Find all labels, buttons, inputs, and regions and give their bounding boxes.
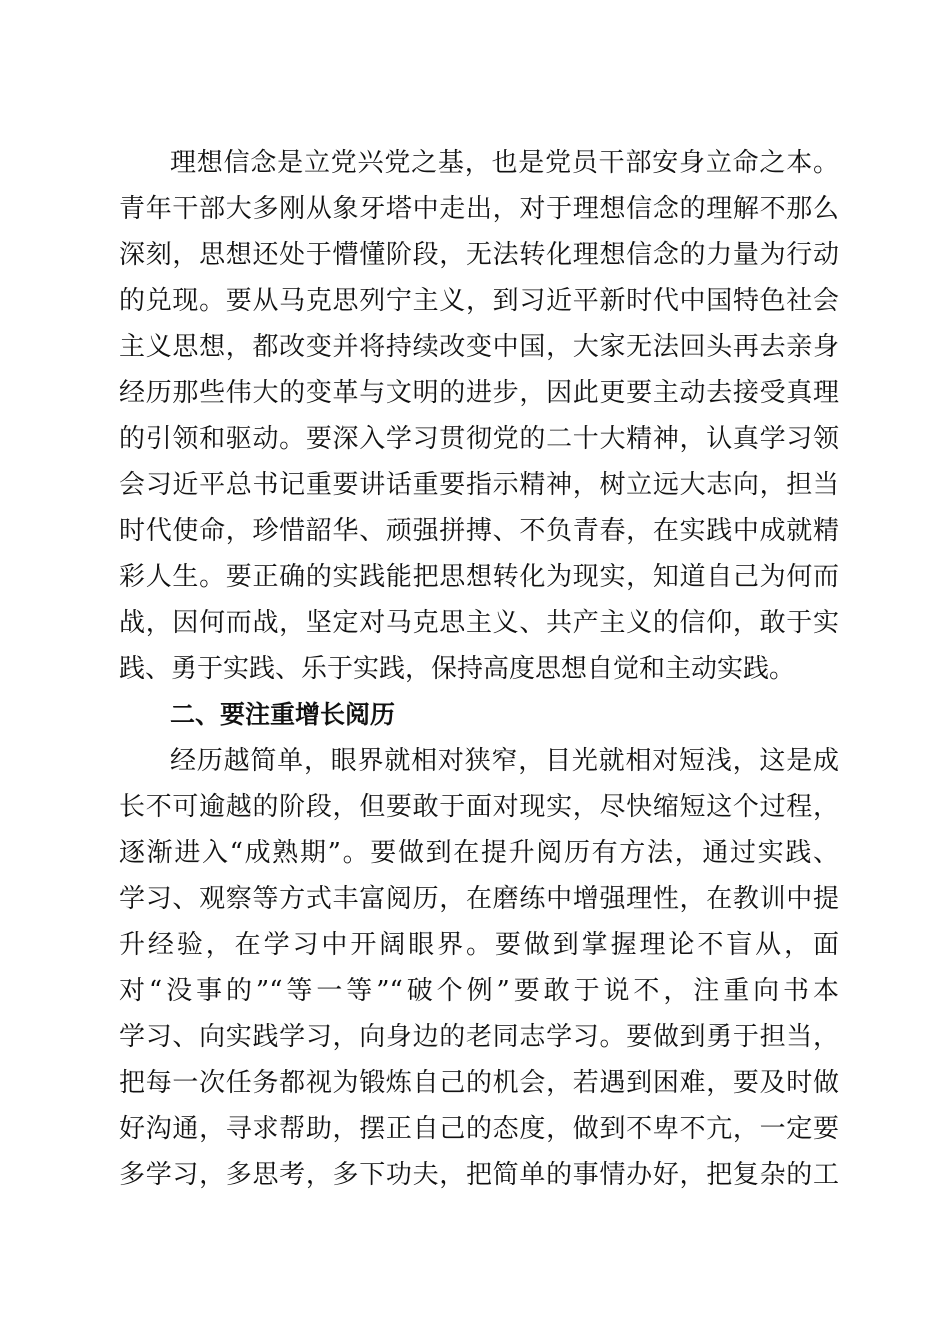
paragraph-line: 深刻，思想还处于懵懂阶段，无法转化理想信念的力量为行动: [119, 240, 839, 270]
paragraph-line: 学习、观察等方式丰富阅历，在磨练中增强理性，在教训中提: [119, 884, 839, 914]
paragraph-line: 彩人生。要正确的实践能把思想转化为现实，知道自己为何而: [119, 562, 839, 592]
paragraph-line: 经历那些伟大的变革与文明的进步，因此更要主动去接受真理: [119, 378, 839, 408]
paragraph-line: 升经验，在学习中开阔眼界。要做到掌握理论不盲从，面: [119, 930, 839, 960]
paragraph-line: 多学习，多思考，多下功夫，把简单的事情办好，把复杂的工: [119, 1160, 839, 1190]
section-heading: 二、要注重增长阅历: [170, 700, 396, 729]
paragraph-line: 对“没事的”“等一等”“破个例”要敢于说不，注重向书本: [119, 976, 839, 1006]
paragraph-line: 会习近平总书记重要讲话重要指示精神，树立远大志向，担当: [119, 470, 839, 500]
paragraph-line: 长不可逾越的阶段，但要敢于面对现实，尽快缩短这个过程，: [119, 792, 839, 822]
paragraph-line: 时代使命，珍惜韶华、顽强拼搏、不负青春，在实践中成就精: [119, 516, 839, 546]
paragraph-line: 践、勇于实践、乐于实践，保持高度思想自觉和主动实践。: [119, 654, 796, 684]
paragraph-line: 战，因何而战，坚定对马克思主义、共产主义的信仰，敢于实: [119, 608, 839, 638]
paragraph-line: 逐渐进入“成熟期”。要做到在提升阅历有方法，通过实践、: [119, 838, 839, 868]
paragraph-line: 的兑现。要从马克思列宁主义，到习近平新时代中国特色社会: [119, 286, 839, 316]
paragraph-line: 好沟通，寻求帮助，摆正自己的态度，做到不卑不亢，一定要: [119, 1114, 839, 1144]
paragraph-line: 理想信念是立党兴党之基，也是党员干部安身立命之本。: [170, 148, 839, 178]
paragraph-line: 经历越简单，眼界就相对狭窄，目光就相对短浅，这是成: [170, 746, 839, 776]
paragraph-line: 学习、向实践学习，向身边的老同志学习。要做到勇于担当，: [119, 1022, 839, 1052]
paragraph-line: 青年干部大多刚从象牙塔中走出，对于理想信念的理解不那么: [119, 194, 839, 224]
paragraph-line: 主义思想，都改变并将持续改变中国，大家无法回头再去亲身: [119, 332, 839, 362]
paragraph-line: 把每一次任务都视为锻炼自己的机会，若遇到困难，要及时做: [119, 1068, 839, 1098]
paragraph-line: 的引领和驱动。要深入学习贯彻党的二十大精神，认真学习领: [119, 424, 839, 454]
